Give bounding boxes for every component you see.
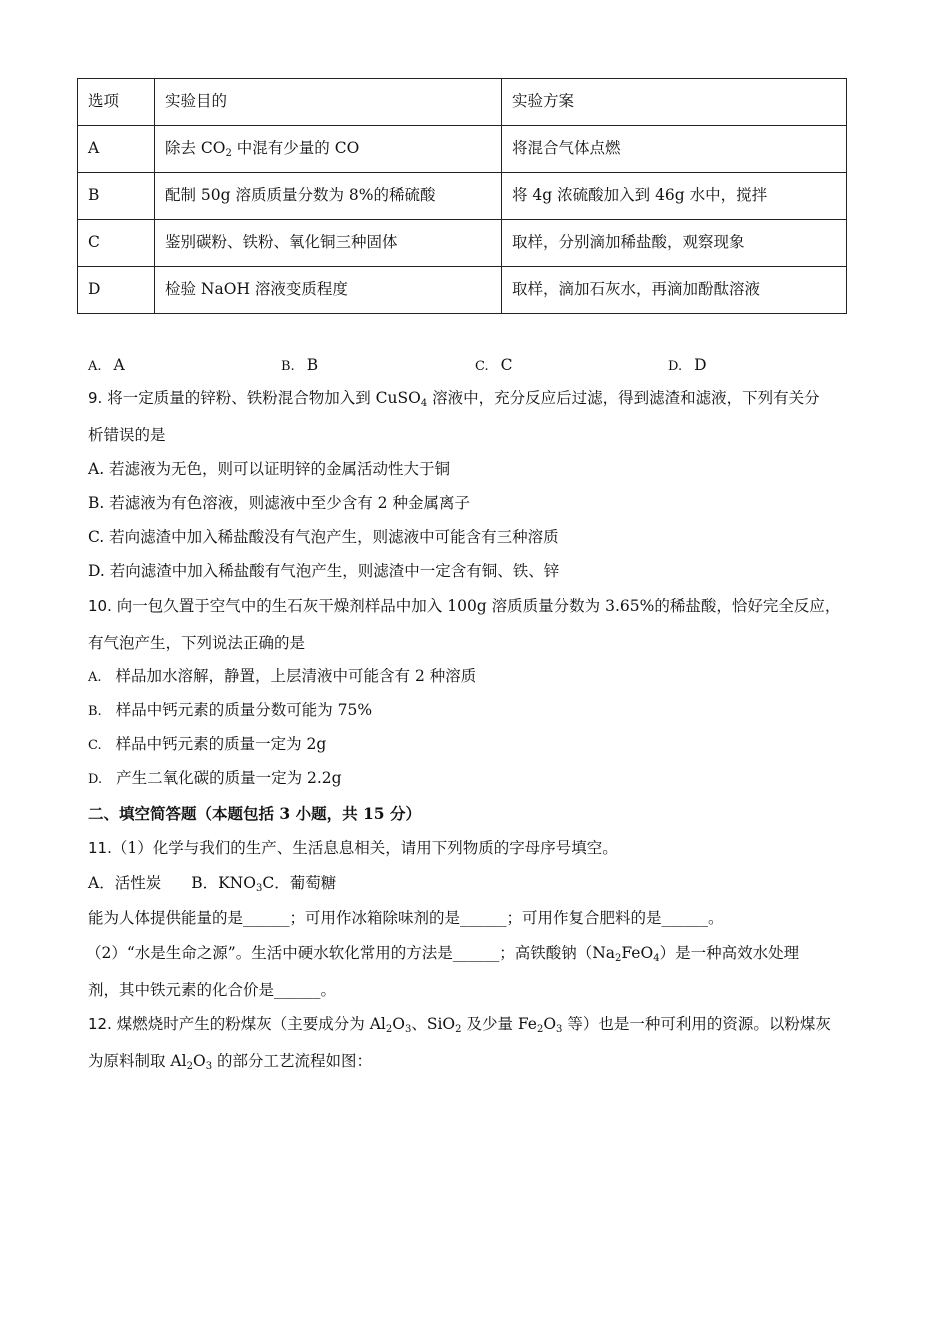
row-plan: 将混合气体点燃 <box>502 126 847 173</box>
row-goal: 配制 50g 溶质质量分数为 8%的稀硫酸 <box>155 173 502 220</box>
q8-option-b: B. B <box>281 356 319 374</box>
row-plan: 取样，滴加石灰水，再滴加酚酞溶液 <box>502 267 847 314</box>
table-row <box>78 267 847 314</box>
header-option: 选项 <box>78 79 155 126</box>
q9-option-d: D. 若向滤渣中加入稀盐酸有气泡产生，则滤渣中一定含有铜、铁、锌 <box>88 562 560 580</box>
q10-option-c: C. 样品中钙元素的质量一定为 2g <box>88 735 327 753</box>
header-plan: 实验方案 <box>502 79 847 126</box>
q9-stem: 9. 将一定质量的锌粉、铁粉混合物加入到 CuSO$_4$ 溶液中，充分反应后过滤，得到滤渣和滤液，下列有关分 <box>88 389 820 409</box>
q9-option-c: C. 若向滤渣中加入稀盐酸没有气泡产生，则滤液中可能含有三种溶质 <box>88 528 559 546</box>
q8-option-d: D. D <box>668 356 707 374</box>
row-option: D <box>78 267 155 314</box>
row-option: B <box>78 173 155 220</box>
q12-stem: 12. 煤燃烧时产生的粉煤灰（主要成分为 $Al_2O_3$、SiO$_2$ 及少量 $Fe_2O_3$ 等）也是一种可利用的资源。以粉煤灰 <box>88 1015 831 1035</box>
experiment-table <box>77 78 847 314</box>
row-plan: 将 4g 浓硫酸加入到 46g 水中，搅拌 <box>502 173 847 220</box>
header-goal: 实验目的 <box>155 79 502 126</box>
section-2-title: 二、填空简答题（本题包括 3 小题，共 15 分） <box>88 804 421 823</box>
q8-option-c: C. C <box>475 356 513 374</box>
q11-part2: （2）“水是生命之源”。生活中硬水软化常用的方法是______；高铁酸钠$(Na_2FeO_4)$是一种高效水处理 <box>86 944 800 964</box>
q10-stem-cont: 有气泡产生，下列说法正确的是 <box>88 634 306 652</box>
table-row <box>78 173 847 220</box>
q11-choices: A．活性炭 B．$KNO_3C$．葡萄糖 <box>88 874 337 894</box>
table-header-row <box>78 79 847 126</box>
q8-option-a: A. A <box>88 356 125 374</box>
q10-stem: 10. 向一包久置于空气中的生石灰干燥剂样品中加入 100g 溶质质量分数为 3.65%的稀盐酸，恰好完全反应， <box>88 597 841 615</box>
q10-option-a: A. 样品加水溶解，静置，上层清液中可能含有 2 种溶质 <box>88 667 477 685</box>
row-plan: 取样，分别滴加稀盐酸，观察现象 <box>502 220 847 267</box>
row-goal: 除去 $CO_2$ 中混有少量的 CO <box>155 126 502 173</box>
table-row <box>78 126 847 173</box>
q11-stem: 11.（1）化学与我们的生产、生活息息相关，请用下列物质的字母序号填空。 <box>88 839 618 857</box>
q9-option-b: B. 若滤液为有色溶液，则滤液中至少含有 2 种金属离子 <box>88 494 470 512</box>
q10-option-d: D. 产生二氧化碳的质量一定为 2.2g <box>88 769 342 787</box>
q11-part2-cont: 剂，其中铁元素的化合价是______。 <box>88 981 337 999</box>
q10-option-b: B. 样品中钙元素的质量分数可能为 75% <box>88 701 373 719</box>
row-option: A <box>78 126 155 173</box>
q9-option-a: A. 若滤液为无色，则可以证明锌的金属活动性大于铜 <box>88 460 451 478</box>
q12-stem-cont: 为原料制取 $Al_2O_3$ 的部分工艺流程如图： <box>88 1052 372 1072</box>
row-option: C <box>78 220 155 267</box>
row-goal: 检验 NaOH 溶液变质程度 <box>155 267 502 314</box>
q9-stem-cont: 析错误的是 <box>88 426 166 444</box>
q11-part1-blanks: 能为人体提供能量的是______；可用作冰箱除味剂的是______；可用作复合肥料的是______。 <box>88 909 724 927</box>
table-row <box>78 220 847 267</box>
row-goal: 鉴别碳粉、铁粉、氧化铜三种固体 <box>155 220 502 267</box>
